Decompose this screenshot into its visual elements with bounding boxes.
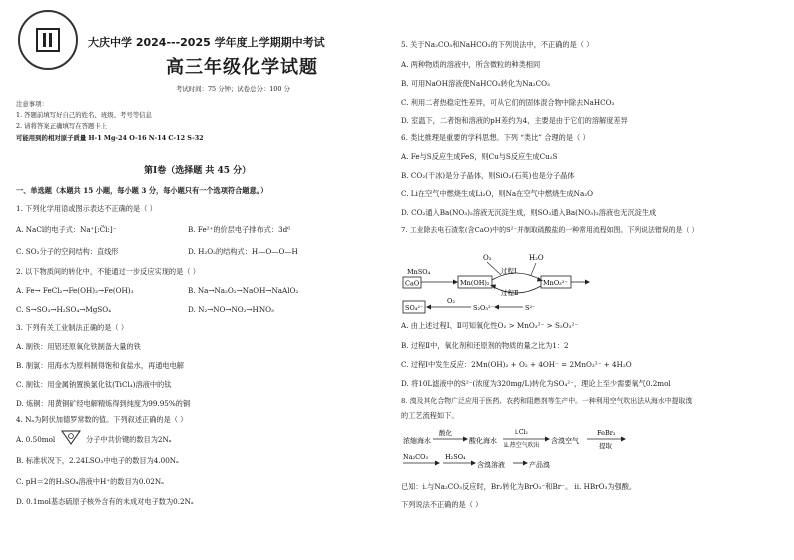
q7-label-process1: 过程Ⅰ [501,267,517,275]
q6-stem: 6. 类比推理是重要的学科思想。下列 “类比” 合理的是（ ） [401,133,590,142]
q2-option-c: C. S→SO₃→H₂SO₄→MgSO₄ [16,305,112,314]
q7-label-h2o-top: H₂O [529,254,544,262]
q8-arrow-head [523,461,528,466]
q6-option-a: A. Fe与S反应生成FeS，则Cu与S反应生成Cu₂S [401,152,558,161]
q7-process-diagram [401,250,651,316]
q3-option-b: B. 制氯：用海水为原料制得饱和食盐水，再通电电解 [16,361,184,370]
q8-label-step2: ii.热空气吹出 [504,442,540,449]
q5-stem: 5. 关于Na₂CO₃和NaHCO₃的下列说法中，不正确的是（ ） [401,40,594,49]
section-title: 一、单选题（本题共 15 小题，每小题 3 分，每小题只有一个选项符合题意。） [16,186,268,195]
q8-label-seawater: 浓缩海水 [403,437,431,445]
q8-label-extract: 提取 [599,442,612,450]
q8-known: 已知：i.与Na₂CO₃反应时，Br₂转化为BrO₃⁻和Br⁻。 ii. HBrO₃为强酸。 [401,482,637,491]
exam-title: 大庆中学 2024---2025 学年度上学期期中考试 [88,36,325,49]
q1-option-c: C. SO₂分子的空间结构：直线形 [16,247,119,256]
q8-label-h2so4: H₂SO₄ [445,453,466,461]
q3-stem: 3. 下列有关工业制法正确的是（ ） [16,323,129,332]
q4-option-d: D. 0.1mol基态硫原子核外含有的未成对电子数为0.2Nₐ [16,497,194,506]
q8-arrow-head [545,437,550,442]
q8-process-diagram [401,425,641,477]
q7-arrow-head [494,305,499,310]
notes-label: 注意事项： [16,100,48,108]
q5-option-d: D. 室温下，二者饱和溶液的pH差约为4，主要是由于它们的溶解度差异 [401,116,628,125]
q4-option-b: B. 标准状况下，2.24LSO₃中电子的数目为4.00Nₐ [16,456,179,465]
q5-option-c: C. 利用二者热稳定性差异，可从它们的固体混合物中除去NaHCO₃ [401,98,615,107]
q8-arrow-head [471,461,476,466]
q8-label-na2co3: Na₂CO₃ [403,453,429,461]
q6-option-b: B. CO₂(干冰)是分子晶体，则SiO₂(石英)也是分子晶体 [401,171,575,180]
q2-option-b: B. Na→Na₂O₂→NaOH→NaAlO₂ [188,286,299,295]
q7-label-so4: SO₄²⁻ [405,304,424,312]
q7-label-mnoh2: Mn(OH)₂ [460,279,490,287]
note-item: 2. 请将答案正确填写在答题卡上 [16,122,108,130]
main-title: 高三年级化学试题 [166,57,318,77]
q8-label-febr2: FeBr₂ [597,429,616,437]
q8-label-acid-seawater: 酸化海水 [469,437,497,445]
q2-option-d: D. N₂→NO→NO₂→HNO₃ [188,305,274,314]
q8-label-bromine-solution: 含溴溶液 [477,461,505,469]
q7-option-d: D. 将10L滤液中的S²⁻(浓度为320mg/L)转化为SO₄²⁻，理论上至少需要氧气0.2mol [401,379,671,388]
q8-label-acidify: 酸化 [439,429,452,437]
q5-option-a: A. 两种物质的溶液中，所含微粒的种类相同 [401,60,541,69]
exam-info: 考试时间：75 分钟；试卷总分：100 分 [176,85,290,93]
q5-option-b: B. 可用NaOH溶液使NaHCO₃转化为Na₂CO₃ [401,79,550,88]
q7-label-process2: 过程Ⅱ [501,289,519,297]
q1-option-b: B. Fe²⁺的价层电子排布式：3d⁶ [188,225,291,234]
q3-option-c: C. 制钛：用金属钠置换氯化钛(TiCl₄)溶液中的钛 [16,380,172,389]
q7-arrow-head [453,280,458,285]
q7-label-s2: S²⁻ [525,304,536,312]
q7-label-mno3: MnO₃²⁻ [543,279,568,287]
q6-option-d: D. CO₂通入Ba(NO₃)₂溶液无沉淀生成，则SO₂通入Ba(NO₃)₂溶液也无沉淀生成 [401,208,657,217]
q7-stem: 7. 工业除去电石渣浆(含CaO)中的S²⁻并制取硫酸盐的一种常用流程如图。下列说法错误的是（ ） [401,226,699,234]
note-item: 1. 答题前填写好自己的姓名、班级、考号等信息 [16,111,152,119]
q4-option-a-prefix: A. 0.50mol [16,435,56,444]
part1-title: 第Ⅰ卷（选择题 共 45 分） [144,166,252,176]
q7-label-o2-bottom: O₂ [447,297,455,305]
q7-arrow-head [585,280,590,285]
q7-arrow-line [487,262,501,275]
q7-label-mnso4: MnSO₄ [407,268,431,276]
q7-option-a: A. 由上述过程Ⅰ、Ⅱ可知氧化性O₂ > MnO₃²⁻ > S₂O₃²⁻ [401,321,579,330]
q8-ask: 下列说法不正确的是（ ） [401,500,483,509]
q8-arrow-head [435,461,440,466]
q7-label-s2o3: S₂O₃²⁻ [473,304,495,312]
q7-option-c: C. 过程Ⅰ中发生反应：2Mn(OH)₂ + O₂ + 4OH⁻ = 2MnO₃²⁻ + 4H₂O [401,360,632,369]
q7-label-o2-top: O₂ [483,254,492,262]
q7-arrow-line [531,263,536,275]
atomic-masses: 可能用到的相对原子质量 H-1 Mg-24 O-16 N-14 C-12 S-32 [16,134,204,142]
q8-stem-line1: 8. 溴及其化合物广泛应用于医药、农药和阻燃剂等生产中。一种利用空气吹出法从海水中提取溴 [401,397,693,405]
q6-option-c: C. Li在空气中燃烧生成Li₂O，则Na在空气中燃烧生成Na₂O [401,189,594,198]
q4-option-c: C. pH＝2的H₂SO₄溶液中H⁺的数目为0.02Nₐ [16,477,164,486]
q3-option-d: D. 炼铜：用黄铜矿经电解精炼得到纯度为99.95%的铜 [16,399,191,408]
school-seal-icon [18,10,78,70]
q3-option-a: A. 制铁：用铝还原氧化铁制备大量的铁 [16,342,141,351]
q7-arrow-head [426,305,431,310]
q8-stem-line2: 的工艺流程如下。 [401,411,459,420]
q8-label-step1: i.Cl₂ [515,429,528,436]
q8-arrow-head [621,437,626,442]
q2-option-a: A. Fe→ FeCl₂→Fe(OH)₂→Fe(OH)₃ [16,286,134,295]
molecule-structure-icon [60,428,82,446]
q4-option-a-suffix: 分子中共价键的数目为2Nₐ [86,435,172,444]
q7-label-cao: CaO [405,279,420,288]
q8-label-bromine-air: 含溴空气 [551,437,579,445]
q1-option-a: A. NaCl的电子式：Na⁺[:C̈l:]⁻ [16,225,117,234]
q1-stem: 1. 下列化学用语或图示表达不正确的是（ ） [16,204,157,213]
q4-stem: 4. Nₐ为阿伏加德罗常数的值。下列叙述正确的是（ ） [16,415,188,424]
q1-option-d: D. H₂O₂的结构式：H—O—O—H [188,247,298,256]
q8-label-product: 产品溴 [529,461,550,469]
q7-option-b: B. 过程Ⅱ中，氧化剂和还原剂的物质的量之比为1：2 [401,341,569,350]
q8-arrow-head [463,437,468,442]
q2-stem: 2. 以下物质间的转化中，不能通过一步反应实现的是（ ） [16,267,200,276]
